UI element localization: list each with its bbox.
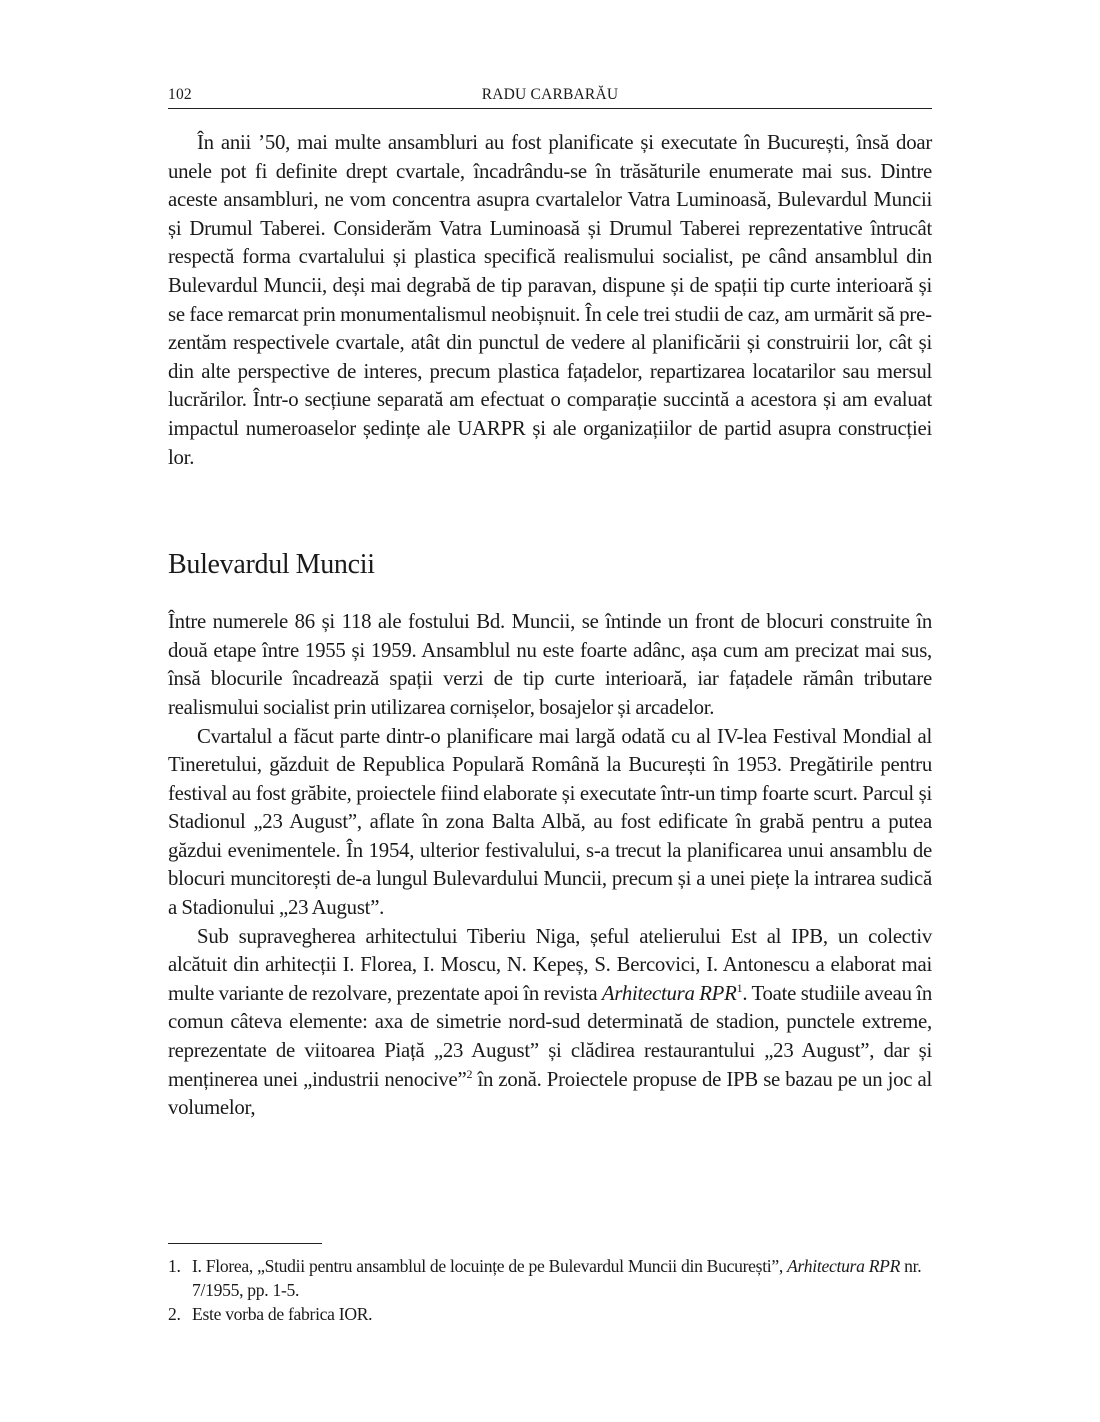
footnote-text — [192, 1254, 932, 1302]
section-paragraph: Cvartalul a făcut parte dintr-o planificare mai largă odată cu al IV-lea Festival Mondial al Tineretului, găzduit de Republica Populară Română la București în 1953. Pregătirile pentru festival au fost grăbite, proiectele fiind elaborate și executate într-un timp foarte scurt. Parcul și Stadionul „23 August”, aflate în zona Balta Albă, au fost edificate în grabă pentru a putea găzdui evenimentele. În 1954, ulterior festivalului, s-a trecut la planificarea unui ansamblu de blocuri muncitorești de-a lungul Bulevardului Muncii, precum și a unei piețe la intrarea sudică a Stadionului „23 August”. — [168, 724, 932, 920]
text-run: . Toate studiile aveau în comun câteva elemente: axa de simetrie nord-sud determinată de stadion, punctele extreme, reprezentate de viitoarea Piață „23 August” și clădirea restaurantului „23 August”, dar și menținerea unei „industrii nenocive” — [168, 981, 932, 1091]
journal-title: Arhitectura RPR — [601, 981, 737, 1005]
body-text — [168, 129, 932, 1123]
footnote-number: 2. — [168, 1304, 181, 1324]
page-number: 102 — [168, 86, 192, 103]
footnote-ref-2[interactable]: 2 — [466, 1066, 473, 1081]
footnote-1 — [168, 1254, 932, 1302]
page-content — [168, 84, 932, 1123]
text-run: nr. 7/1955, pp. 1-5. — [192, 1256, 922, 1300]
intro-paragraph: În anii ’50, mai multe ansambluri au fost planificate și executate în București, însă doar unele pot fi definite drept cvartale, încadrându-se în trăsăturile enumerate mai sus. Dintre aceste ansambluri, ne vom concentra asupra cvartalelor Vatra Luminoasă, Bulevardul Muncii și Drumul Taberei. Considerăm Vatra Luminoasă și Drumul Taberei reprezentative întrucât respectă forma cvartalului și plastica specifică realismului socialist, pe când ansamblul din Bulevardul Muncii, deși mai degrabă de tip paravan, dispune și de spații tip curte interioară și se face remarcat prin monumentalismul neobișnuit. În cele trei studii de caz, am urmărit să prezentăm respectivele cvartale, atât din punctul de vedere al planificării și construirii lor, cât și din alte perspective de interes, precum plastica fațadelor, repartizarea locatarilor sau mersul lucrărilor. Într-o secțiune separată am efectuat o comparație succintă a acestora și am evaluat impactul numeroaselor ședințe ale UARPR și ale organizațiilor de partid asupra construcției lor. — [168, 131, 932, 469]
section-paragraph: Între numerele 86 și 118 ale fostului Bd. Muncii, se întinde un front de blocuri construite în două etape între 1955 și 1959. Ansamblul nu este foarte adânc, așa cum am precizat mai sus, însă blocurile încadrează spații verzi de tip curte interioară, iar fațadele rămân tributare realismului socialist prin utilizarea cornișelor, bosajelor și arcadelor. — [168, 610, 932, 719]
section-title: Bulevardul Muncii — [168, 549, 375, 581]
footnote-rule — [168, 1243, 322, 1244]
header-rule — [168, 108, 932, 109]
journal-title: Arhitectura RPR — [787, 1256, 901, 1276]
text-run: Sub supravegherea arhitectului Tiberiu Niga, șeful atelierului Est al IPB, un colectiv alcătuit din arhitecții I. Florea, I. Moscu, N. Kepeș, S. Bercovici, I. Antonescu a elaborat mai multe variante de rezolvare, prezentate apoi în revista — [168, 924, 932, 1005]
footnote-2 — [168, 1302, 932, 1326]
text-run: I. Florea, „Studii pentru ansamblul de locuințe de pe Bulevardul Muncii din București”, — [192, 1256, 788, 1276]
footnote-ref-1[interactable]: 1 — [736, 980, 743, 995]
text-run: în zonă. Proiectele propuse de IPB se bazau pe un joc al volumelor, — [168, 1067, 932, 1120]
running-header-author: RADU CARBARĂU — [481, 86, 619, 103]
footnote-number: 1. — [168, 1256, 181, 1276]
running-header — [168, 84, 932, 106]
footnotes — [168, 1254, 932, 1326]
section-paragraph — [168, 923, 932, 1123]
footnote-text: Este vorba de fabrica IOR. — [192, 1304, 373, 1324]
